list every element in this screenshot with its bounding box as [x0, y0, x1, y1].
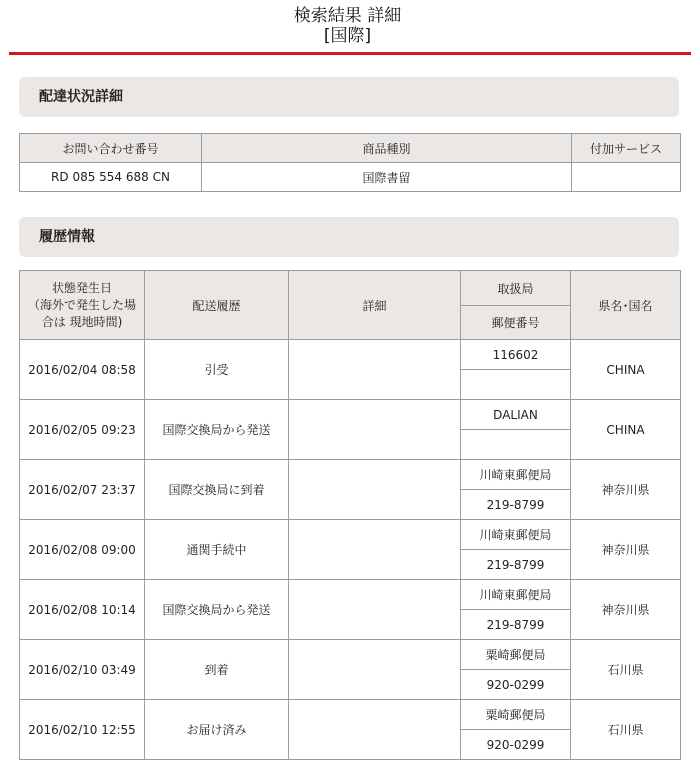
- delivery-history-header: 配送履歴: [145, 271, 289, 340]
- history-row: [20, 460, 681, 490]
- status-date: 2016/02/04 08:58: [20, 340, 145, 400]
- detail: [289, 520, 461, 580]
- history-row: [20, 520, 681, 550]
- prefecture-country: CHINA: [571, 400, 681, 460]
- delivery-status-section-header: 配達状況詳細: [19, 77, 679, 117]
- status-date: 2016/02/10 03:49: [20, 640, 145, 700]
- postal-code: 219-8799: [461, 490, 571, 520]
- status-date-header: 状態発生日 （海外で発生した場 合は 現地時間): [20, 271, 145, 340]
- page-title-main: 検索結果 詳細: [293, 6, 402, 26]
- delivery-status: 引受: [145, 340, 289, 400]
- detail-header: 詳細: [289, 271, 461, 340]
- delivery-status: お届け済み: [145, 700, 289, 760]
- page-title: [0, 6, 695, 46]
- postal-code-header: 郵便番号: [461, 306, 571, 340]
- postal-code: 219-8799: [461, 610, 571, 640]
- prefecture-country: 神奈川県: [571, 520, 681, 580]
- status-date: 2016/02/08 09:00: [20, 520, 145, 580]
- history-row: [20, 580, 681, 610]
- detail: [289, 340, 461, 400]
- prefecture-country: CHINA: [571, 340, 681, 400]
- title-divider: [9, 52, 691, 55]
- prefecture-country: 神奈川県: [571, 460, 681, 520]
- postal-code: [461, 430, 571, 460]
- delivery-data-row: [20, 163, 681, 192]
- handling-office: 粟崎郵便局: [461, 640, 571, 670]
- delivery-header-row: [20, 134, 681, 163]
- delivery-status: 国際交換局から発送: [145, 400, 289, 460]
- tracking-number-header: お問い合わせ番号: [20, 134, 202, 163]
- status-date: 2016/02/10 12:55: [20, 700, 145, 760]
- postal-code: 920-0299: [461, 730, 571, 760]
- prefecture-country: 石川県: [571, 640, 681, 700]
- detail: [289, 700, 461, 760]
- handling-office: 川崎東郵便局: [461, 520, 571, 550]
- handling-office: 116602: [461, 340, 571, 370]
- handling-office: 粟崎郵便局: [461, 700, 571, 730]
- delivery-status: 国際交換局に到着: [145, 460, 289, 520]
- prefecture-header: 県名･国名: [571, 271, 681, 340]
- status-date: 2016/02/07 23:37: [20, 460, 145, 520]
- status-date: 2016/02/08 10:14: [20, 580, 145, 640]
- office-header: 取扱局: [461, 271, 571, 306]
- detail: [289, 580, 461, 640]
- postal-code: [461, 370, 571, 400]
- delivery-status: 通関手続中: [145, 520, 289, 580]
- tracking-number: RD 085 554 688 CN: [20, 163, 202, 192]
- history-table: [19, 270, 681, 760]
- additional-service: [572, 163, 681, 192]
- delivery-status: 国際交換局から発送: [145, 580, 289, 640]
- page-title-sub: [国際]: [323, 26, 372, 46]
- postal-code: 920-0299: [461, 670, 571, 700]
- handling-office: 川崎東郵便局: [461, 460, 571, 490]
- history-section-header: 履歴情報: [19, 217, 679, 257]
- delivery-status: 到着: [145, 640, 289, 700]
- detail: [289, 460, 461, 520]
- prefecture-country: 神奈川県: [571, 580, 681, 640]
- prefecture-country: 石川県: [571, 700, 681, 760]
- history-row: [20, 640, 681, 670]
- history-row: [20, 700, 681, 730]
- delivery-status-table: [19, 133, 681, 192]
- detail: [289, 400, 461, 460]
- history-row: [20, 400, 681, 430]
- item-type-header: 商品種別: [202, 134, 572, 163]
- detail: [289, 640, 461, 700]
- item-type: 国際書留: [202, 163, 572, 192]
- history-row: [20, 340, 681, 370]
- postal-code: 219-8799: [461, 550, 571, 580]
- additional-service-header: 付加サービス: [572, 134, 681, 163]
- handling-office: DALIAN: [461, 400, 571, 430]
- handling-office: 川崎東郵便局: [461, 580, 571, 610]
- status-date: 2016/02/05 09:23: [20, 400, 145, 460]
